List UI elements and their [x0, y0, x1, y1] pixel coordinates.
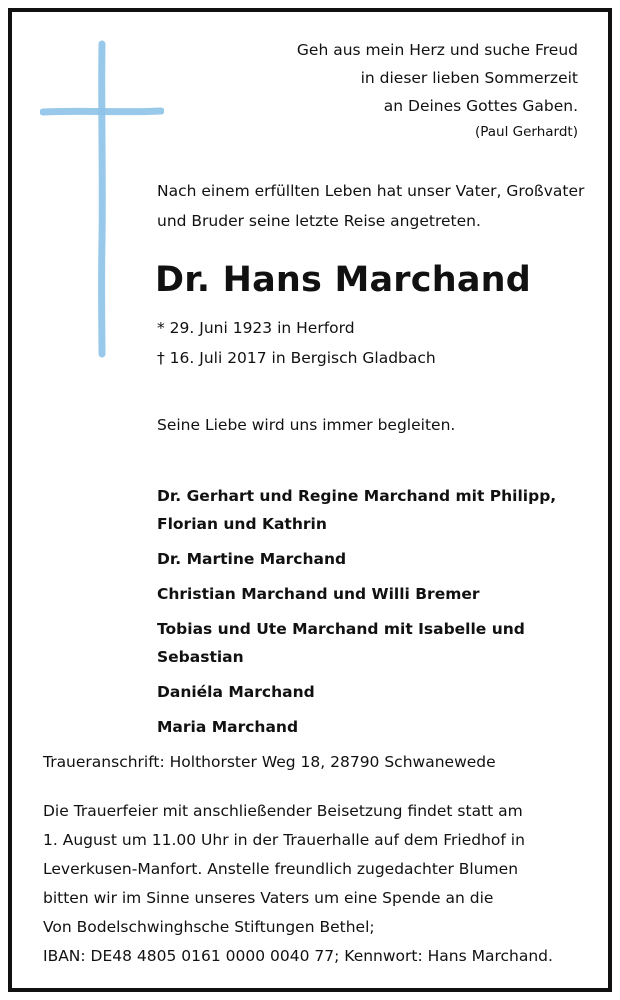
cross-icon	[40, 40, 164, 360]
family-member: Dr. Martine Marchand	[157, 550, 347, 568]
birth-date: * 29. Juni 1923 in Herford	[157, 319, 355, 337]
poem-line: an Deines Gottes Gaben.	[383, 97, 578, 115]
intro-line: Nach einem erfüllten Leben hat unser Vater, Großvater	[157, 182, 585, 200]
ceremony-line: IBAN: DE48 4805 0161 0000 0040 77; Kennwort: Hans Marchand.	[43, 947, 553, 965]
life-dates	[157, 313, 436, 373]
ceremony-line: Von Bodelschwinghsche Stiftungen Bethel;	[43, 918, 375, 936]
ceremony-details	[43, 797, 593, 971]
family-member: Dr. Gerhart und Regine Marchand mit Philipp, Florian und Kathrin	[157, 487, 557, 533]
poem-author: (Paul Gerhardt)	[474, 124, 578, 140]
family-member: Tobias und Ute Marchand mit Isabelle und Sebastian	[157, 620, 525, 666]
family-member: Maria Marchand	[157, 718, 299, 736]
ceremony-line: bitten wir im Sinne unseres Vaters um eine Spende an die	[43, 889, 494, 907]
family-list	[157, 482, 587, 748]
poem-line: Geh aus mein Herz und suche Freud	[296, 41, 578, 59]
mourning-address: Traueranschrift: Holthorster Weg 18, 28790 Schwanewede	[43, 753, 496, 771]
memorial-quote: Seine Liebe wird uns immer begleiten.	[157, 416, 456, 434]
ceremony-line: Die Trauerfeier mit anschließender Beisetzung findet statt am	[43, 802, 523, 820]
intro-text	[157, 176, 597, 236]
death-date: † 16. Juli 2017 in Bergisch Gladbach	[157, 349, 436, 367]
poem	[158, 36, 578, 144]
deceased-name: Dr. Hans Marchand	[155, 260, 532, 300]
ceremony-line: Leverkusen-Manfort. Anstelle freundlich zugedachter Blumen	[43, 860, 519, 878]
poem-line: in dieser lieben Sommerzeit	[360, 69, 578, 87]
family-member: Daniéla Marchand	[157, 683, 315, 701]
ceremony-line: 1. August um 11.00 Uhr in der Trauerhalle auf dem Friedhof in	[43, 831, 525, 849]
family-member: Christian Marchand und Willi Bremer	[157, 585, 480, 603]
intro-line: und Bruder seine letzte Reise angetreten.	[157, 212, 481, 230]
